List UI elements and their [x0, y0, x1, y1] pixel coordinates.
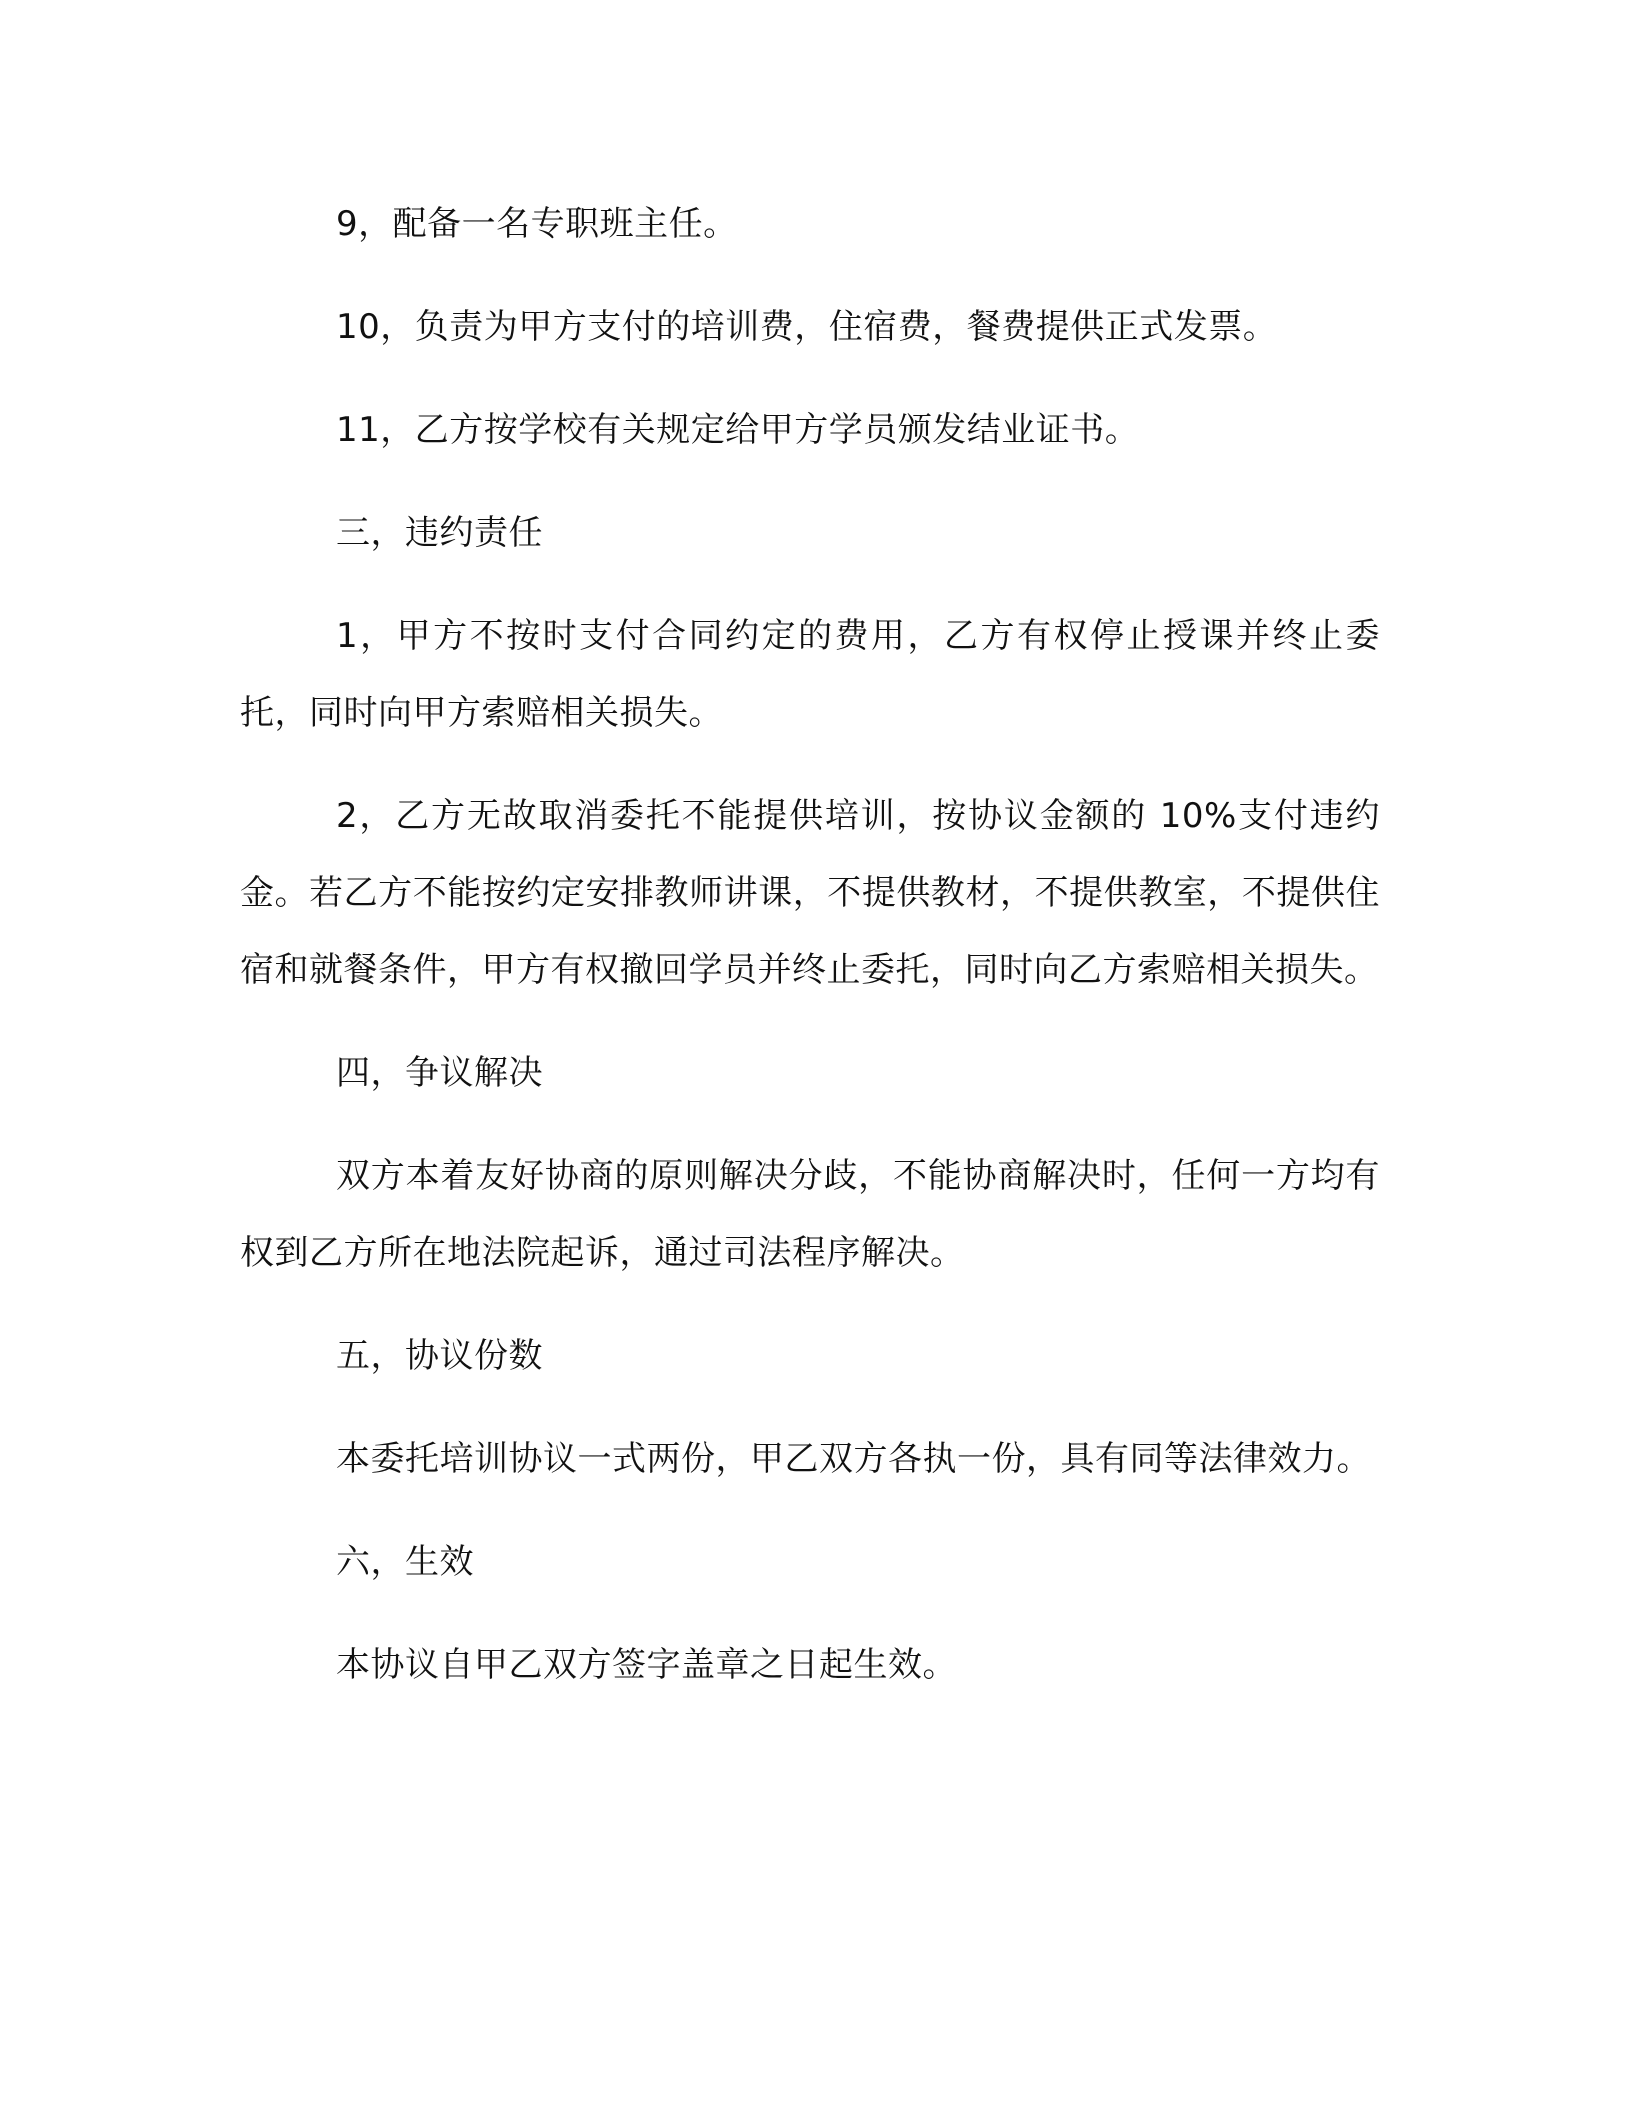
clause-10: 10，负责为甲方支付的培训费，住宿费，餐费提供正式发票。 — [336, 307, 1278, 347]
effect-text: 本协议自甲乙双方签字盖章之日起生效。 — [336, 1645, 957, 1685]
section-heading-breach: 三，违约责任 — [336, 513, 543, 553]
section-heading-dispute: 四，争议解决 — [336, 1053, 543, 1093]
clause-11: 11，乙方按学校有关规定给甲方学员颁发结业证书。 — [336, 410, 1140, 450]
clause-9: 9，配备一名专职班主任。 — [336, 204, 738, 244]
copies-text: 本委托培训协议一式两份，甲乙双方各执一份，具有同等法律效力。 — [336, 1439, 1371, 1479]
breach-clause-1: 1，甲方不按时支付合同约定的费用，乙方有权停止授课并终止委托，同时向甲方索赔相关损失。 — [240, 616, 1380, 733]
breach-clause-2: 2，乙方无故取消委托不能提供培训，按协议金额的 10%支付违约金。若乙方不能按约定安排教师讲课，不提供教材，不提供教室，不提供住宿和就餐条件，甲方有权撤回学员并终止委托，同时向乙方索赔相关损失。 — [240, 796, 1380, 990]
dispute-text: 双方本着友好协商的原则解决分歧，不能协商解决时，任何一方均有权到乙方所在地法院起诉，通过司法程序解决。 — [240, 1156, 1380, 1273]
section-heading-effect: 六，生效 — [336, 1542, 474, 1582]
document-body — [240, 186, 1380, 1704]
section-heading-copies: 五，协议份数 — [336, 1336, 543, 1376]
